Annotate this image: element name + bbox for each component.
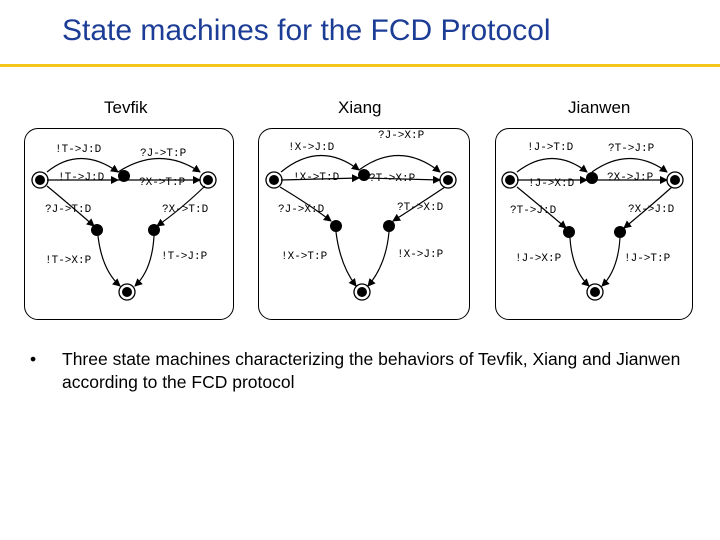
xiang-initial-state — [269, 175, 279, 185]
jianwen-label-6: ?X->J:D — [628, 204, 675, 216]
tevfik-final-state — [122, 287, 132, 297]
jianwen-final-state — [590, 287, 600, 297]
xiang-label-8: !X->J:P — [397, 249, 444, 261]
tevfik-label-6: ?X->T:D — [162, 204, 209, 216]
xiang-label-5: ?J->X:D — [278, 204, 325, 216]
tevfik-label-1: !T->J:D — [55, 144, 102, 156]
xiang-label-4: ?T->X:P — [369, 173, 416, 185]
jianwen-transition-1 — [517, 159, 587, 173]
bullet-text: Three state machines characterizing the behaviors of Tevfik, Xiang and Jianwen according to the FCD protocol — [62, 349, 681, 392]
tevfik-label-4: ?X->T:P — [139, 177, 186, 189]
xiang-label-7: !X->T:P — [281, 251, 328, 263]
jianwen-initial-state — [505, 175, 515, 185]
xiang-label-3: !X->T:D — [293, 172, 340, 184]
tevfik-label-2: ?J->T:P — [140, 148, 187, 160]
tevfik-label-8: !T->J:P — [161, 251, 208, 263]
jianwen-label-7: !J->X:P — [515, 253, 562, 265]
jianwen-state — [563, 226, 575, 238]
jianwen-transition-8 — [602, 238, 620, 286]
bullet-dot: • — [30, 349, 37, 369]
jianwen-state — [586, 172, 598, 184]
jianwen-label-8: !J->T:P — [624, 253, 671, 265]
tevfik-state — [118, 170, 130, 182]
jianwen-transition-7 — [570, 238, 589, 286]
tevfik-label-5: ?J->T:D — [45, 204, 92, 216]
tevfik-label-7: !T->X:P — [45, 255, 92, 267]
tevfik-diagram — [32, 144, 216, 300]
xiang-transition-2 — [359, 155, 440, 172]
xiang-state — [330, 220, 342, 232]
jianwen-state — [670, 175, 680, 185]
machine-title-jianwen: Jianwen — [568, 98, 631, 117]
xiang-diagram — [266, 130, 456, 300]
tevfik-state — [203, 175, 213, 185]
xiang-label-2: ?J->X:P — [378, 130, 425, 142]
jianwen-label-4: ?X->J:P — [607, 172, 654, 184]
jianwen-diagram — [502, 142, 683, 300]
tevfik-transition-7 — [98, 236, 120, 286]
xiang-final-state — [357, 287, 367, 297]
jianwen-label-3: !J->X:D — [528, 178, 575, 190]
jianwen-label-5: ?T->J:D — [510, 205, 557, 217]
jianwen-state — [614, 226, 626, 238]
xiang-state — [443, 175, 453, 185]
machine-title-tevfik: Tevfik — [104, 98, 148, 117]
tevfik-transition-2 — [118, 159, 200, 173]
tevfik-transition-1 — [47, 159, 118, 173]
jianwen-transition-2 — [592, 159, 667, 173]
xiang-transition-7 — [336, 232, 356, 286]
jianwen-label-2: ?T->J:P — [608, 143, 655, 155]
xiang-transition-8 — [368, 232, 389, 286]
tevfik-state — [91, 224, 103, 236]
slide-title: State machines for the FCD Protocol — [62, 14, 551, 47]
xiang-label-6: ?T->X:D — [397, 202, 444, 214]
tevfik-label-3: !T->J:D — [58, 172, 105, 184]
xiang-state — [383, 220, 395, 232]
xiang-label-1: !X->J:D — [288, 142, 335, 154]
jianwen-label-1: !J->T:D — [527, 142, 574, 154]
tevfik-state — [148, 224, 160, 236]
machine-title-xiang: Xiang — [338, 98, 382, 117]
xiang-transition-1 — [281, 155, 359, 172]
tevfik-initial-state — [35, 175, 45, 185]
tevfik-transition-8 — [135, 236, 154, 286]
